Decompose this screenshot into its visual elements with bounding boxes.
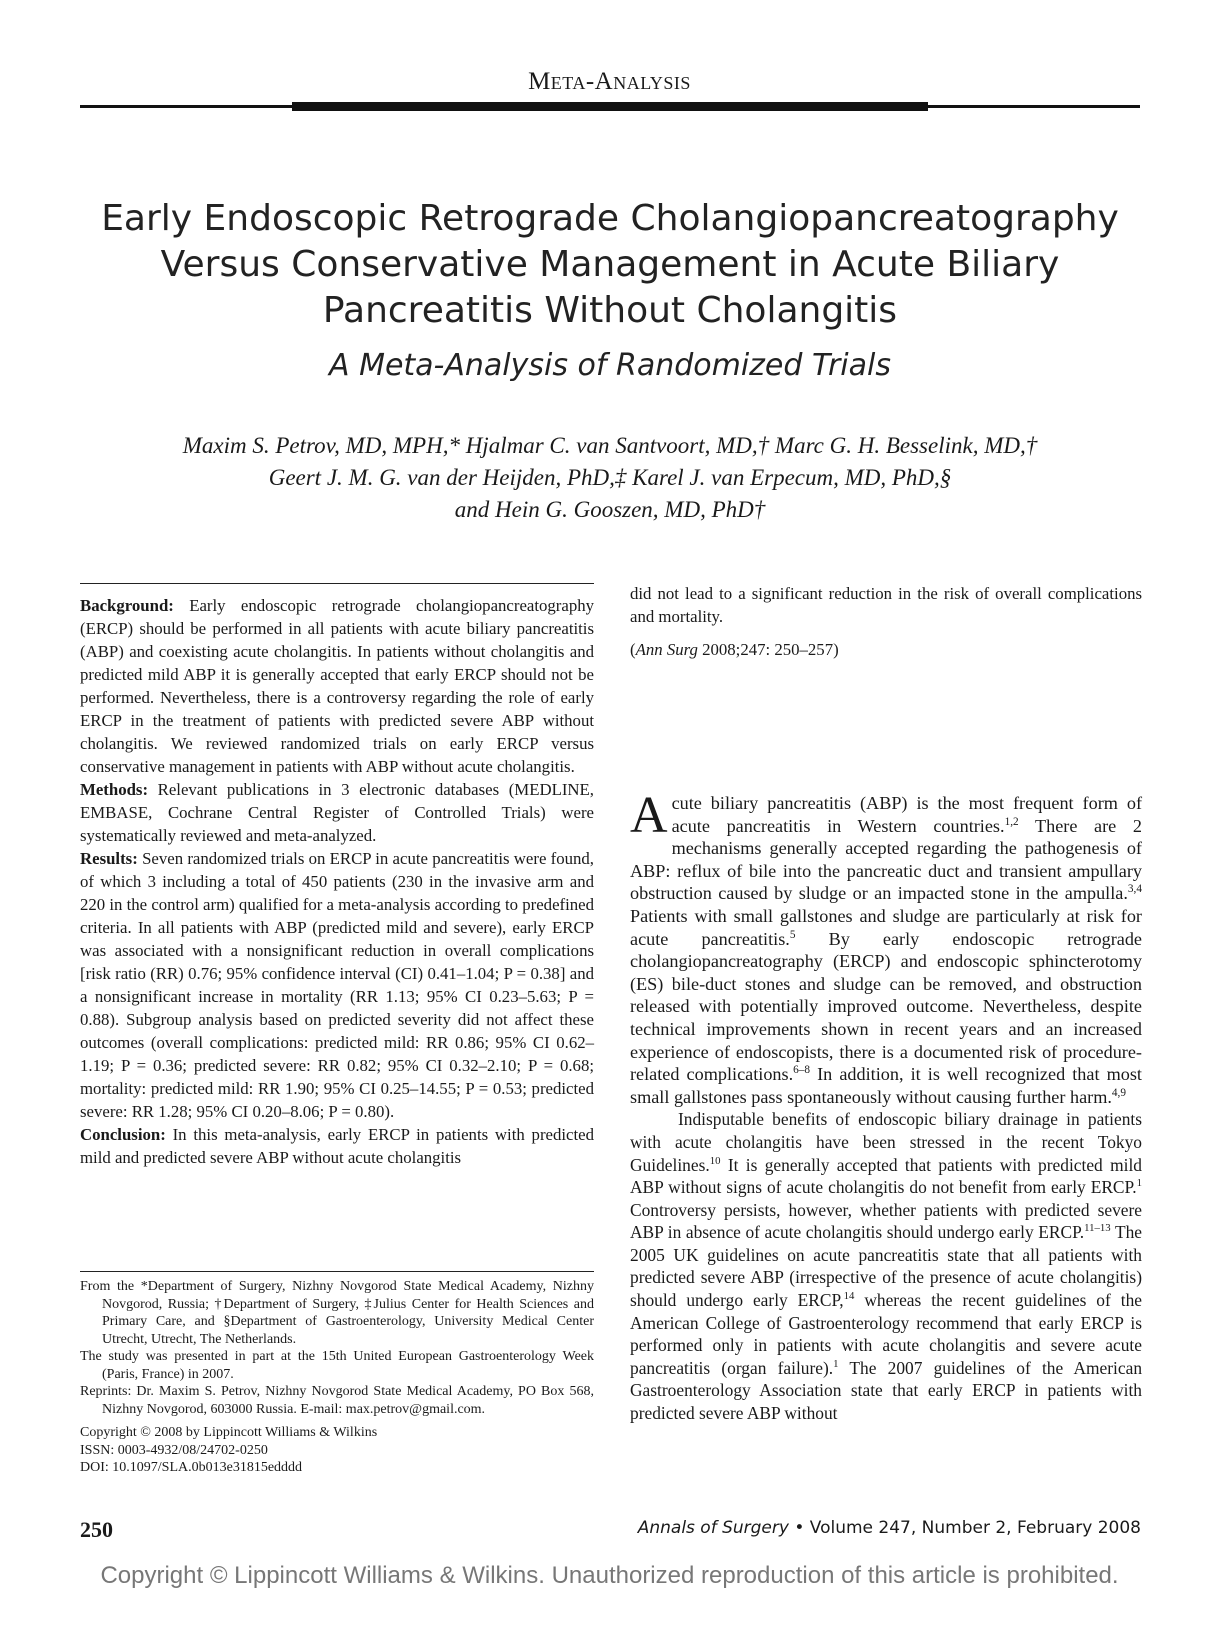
reference-sup: 4,9 xyxy=(1111,1086,1126,1099)
journal-issue: • Volume 247, Number 2, February 2008 xyxy=(788,1518,1141,1538)
footnote-reprints: Reprints: Dr. Maxim S. Petrov, Nizhny Novgorod State Medical Academy, PO Box 568, Nizhny Novgorod, 603000 Russia. E-mail: max.petrov@gmail.com. xyxy=(80,1384,594,1417)
results-text: Seven randomized trials on ERCP in acute pancreatitis were found, of which 3 including a total of 450 patients (230 in the invasive arm and 220 in the control arm) qualified for a meta-analysis according to predefined criteria. In all patients with ABP (predicted mild and severe), early ERCP was associated with a nonsignificant reduction in overall complications [risk ratio (RR) 0.76; 95% confidence interval (CI) 0.41–1.04; P = 0.38] and a nonsignificant increase in mortality (RR 1.13; 95% CI 0.23–5.63; P = 0.88). Subgroup analysis based on predicted severity did not affect these outcomes (overall complications: predicted mild: RR 0.86; 95% CI 0.62–1.19; P = 0.36; predicted severe: RR 0.82; 95% CI 0.32–2.10; P = 0.68; mortality: predicted mild: RR 1.90; 95% CI 0.25–14.55; P = 0.53; predicted severe: RR 1.28; 95% CI 0.20–8.06; P = 0.80). xyxy=(80,849,595,1121)
footnote-doi: DOI: 10.1097/SLA.0b013e31815edddd xyxy=(80,1460,303,1475)
reference-sup: 5 xyxy=(789,928,796,941)
citation-details: 2008;247: 250–257) xyxy=(697,640,839,659)
text-span: The 2005 UK guidelines on acute pancreatitis state that all patients with predicted severe ABP (irrespective of the presence of acute cholangitis) should undergo early ERCP, xyxy=(630,1222,1142,1311)
text-span: It is generally accepted that patients with predicted mild ABP without signs of acute cholangitis do not benefit from early ERCP. xyxy=(630,1154,1142,1198)
text-span: Patients with small gallstones and sludge are particularly at risk for acute pancreatitis. xyxy=(630,905,1142,949)
abstract-conclusion xyxy=(80,1123,594,1169)
title-line-2: Versus Conservative Management in Acute Biliary xyxy=(160,244,1060,285)
text-span: By early endoscopic retrograde cholangiopancreatography (ERCP) and endoscopic sphincterotomy (ES) bile-duct stones and sludge can be removed, and obstruction released with potentially improved outcome. Nevertheless, despite technical improvements shown in recent years and an increased experience of endoscopists, there is a documented risk of procedure-related complications. xyxy=(630,928,1142,1085)
reference-sup: 6–8 xyxy=(793,1064,811,1077)
abstract xyxy=(80,594,594,1169)
copyright-banner: Copyright © Lippincott Williams & Wilkins. Unauthorized reproduction of this article is prohibited. xyxy=(100,1562,1119,1589)
body-paragraph-1 xyxy=(630,787,1143,1108)
reference-sup: 14 xyxy=(843,1290,855,1303)
title-line-3: Pancreatitis Without Cholangitis xyxy=(322,290,898,331)
header-rule-thick xyxy=(292,102,928,111)
text-span: There are 2 mechanisms generally accepted regarding the pathogenesis of ABP: reflux of bile into the pancreatic duct and transient ampullary obstruction caused by sludge or an impacted stone in the ampulla. xyxy=(630,815,1143,904)
abstract-continuation xyxy=(630,582,1142,661)
body-text xyxy=(630,787,1143,1425)
text-span: In addition, it is well recognized that most small gallstones pass spontaneously without causing further harm. xyxy=(630,1064,1142,1107)
conclusion-text: In this meta-analysis, early ERCP in patients with predicted mild and predicted severe ABP without acute cholangitis xyxy=(80,1125,594,1167)
article-title xyxy=(80,196,1140,334)
methods-text: Relevant publications in 3 electronic databases (MEDLINE, EMBASE, Cochrane Central Register of Controlled Trials) were systematically reviewed and meta-analyzed. xyxy=(80,780,594,845)
footnote-affiliations: From the *Department of Surgery, Nizhny Novgorod State Medical Academy, Nizhny Novgorod, Russia; †Department of Surgery, ‡Julius Center for Health Sciences and Primary Care, and §Department of Gastroenterology, University Medical Center Utrecht, Utrecht, The Netherlands. xyxy=(80,1279,594,1347)
page-number: 250 xyxy=(80,1517,113,1542)
reference-sup: 1,2 xyxy=(1004,815,1019,828)
title-line-1: Early Endoscopic Retrograde Cholangiopancreatography xyxy=(101,198,1119,239)
text-span: Indisputable benefits of endoscopic biliary drainage in patients with acute cholangitis have been stressed in the recent Tokyo Guidelines. xyxy=(630,1109,1142,1175)
author-list xyxy=(100,430,1120,526)
conclusion-continuation: did not lead to a significant reduction in the risk of overall complications and mortality. xyxy=(630,584,1142,626)
footnote-presented: The study was presented in part at the 15th United European Gastroenterology Week (Paris, France) in 2007. xyxy=(80,1349,594,1382)
results-label: Results: xyxy=(80,849,138,868)
article-subtitle: A Meta-Analysis of Randomized Trials xyxy=(329,348,891,383)
citation: (Ann Surg 2008;247: 250–257) xyxy=(630,640,839,659)
background-label: Background: xyxy=(80,596,174,615)
background-text: Early endoscopic retrograde cholangiopancreatography (ERCP) should be performed in all patients with acute biliary pancreatitis (ABP) and coexisting acute cholangitis. In patients without cholangitis and predicted mild ABP it is generally accepted that early ERCP should not be performed. Nevertheless, there is a controversy regarding the role of early ERCP in the treatment of patients with predicted severe ABP without cholangitis. We reviewed randomized trials on early ERCP versus conservative management in patients with ABP without acute cholangitis. xyxy=(80,596,594,776)
drop-cap: A xyxy=(630,787,668,844)
authors-line-1: Maxim S. Petrov, MD, MPH,* Hjalmar C. van Santvoort, MD,† Marc G. H. Besselink, MD,† xyxy=(182,433,1038,458)
footnote-copyright: Copyright © 2008 by Lippincott Williams & Wilkins xyxy=(80,1425,378,1440)
text-span: cute biliary pancreatitis (ABP) is the most frequent form of acute pancreatitis in Western countries. xyxy=(671,793,1142,836)
journal-name: Annals of Surgery xyxy=(637,1518,789,1538)
section-heading: Meta-Analysis xyxy=(528,68,691,95)
body-paragraph-2 xyxy=(630,1108,1142,1424)
reference-sup: 3,4 xyxy=(1127,883,1142,896)
reference-sup: 1 xyxy=(833,1358,839,1371)
footnote-rule xyxy=(80,1271,594,1272)
text-span: whereas the recent guidelines of the American College of Gastroenterology recommend that early ERCP is performed only in patients with acute cholangitis and severe acute pancreatitis (organ failure). xyxy=(630,1290,1142,1378)
conclusion-label: Conclusion: xyxy=(80,1125,166,1144)
reference-sup: 10 xyxy=(709,1154,721,1167)
abstract-background xyxy=(80,594,594,778)
abstract-results xyxy=(80,847,594,1123)
citation-journal: Ann Surg xyxy=(635,640,698,659)
text-span: The 2007 guidelines of the American Gastroenterology Association state that early ERCP in patients with predicted severe ABP without xyxy=(630,1357,1143,1424)
journal-footer xyxy=(638,1518,1141,1538)
reference-sup: 1 xyxy=(1136,1177,1142,1190)
methods-label: Methods: xyxy=(80,780,149,799)
authors-line-3: and Hein G. Gooszen, MD, PhD† xyxy=(454,497,766,522)
authors-line-2: Geert J. M. G. van der Heijden, PhD,‡ Karel J. van Erpecum, MD, PhD,§ xyxy=(268,465,952,490)
text-span: Controversy persists, however, whether patients with predicted severe ABP in absence of acute cholangitis should undergo early ERCP. xyxy=(630,1199,1142,1243)
abstract-top-rule xyxy=(80,583,594,584)
reference-sup: 11–13 xyxy=(1084,1222,1111,1235)
footnote-issn: ISSN: 0003-4932/08/24702-0250 xyxy=(80,1442,268,1458)
footnotes xyxy=(80,1278,594,1477)
abstract-methods xyxy=(80,778,594,847)
